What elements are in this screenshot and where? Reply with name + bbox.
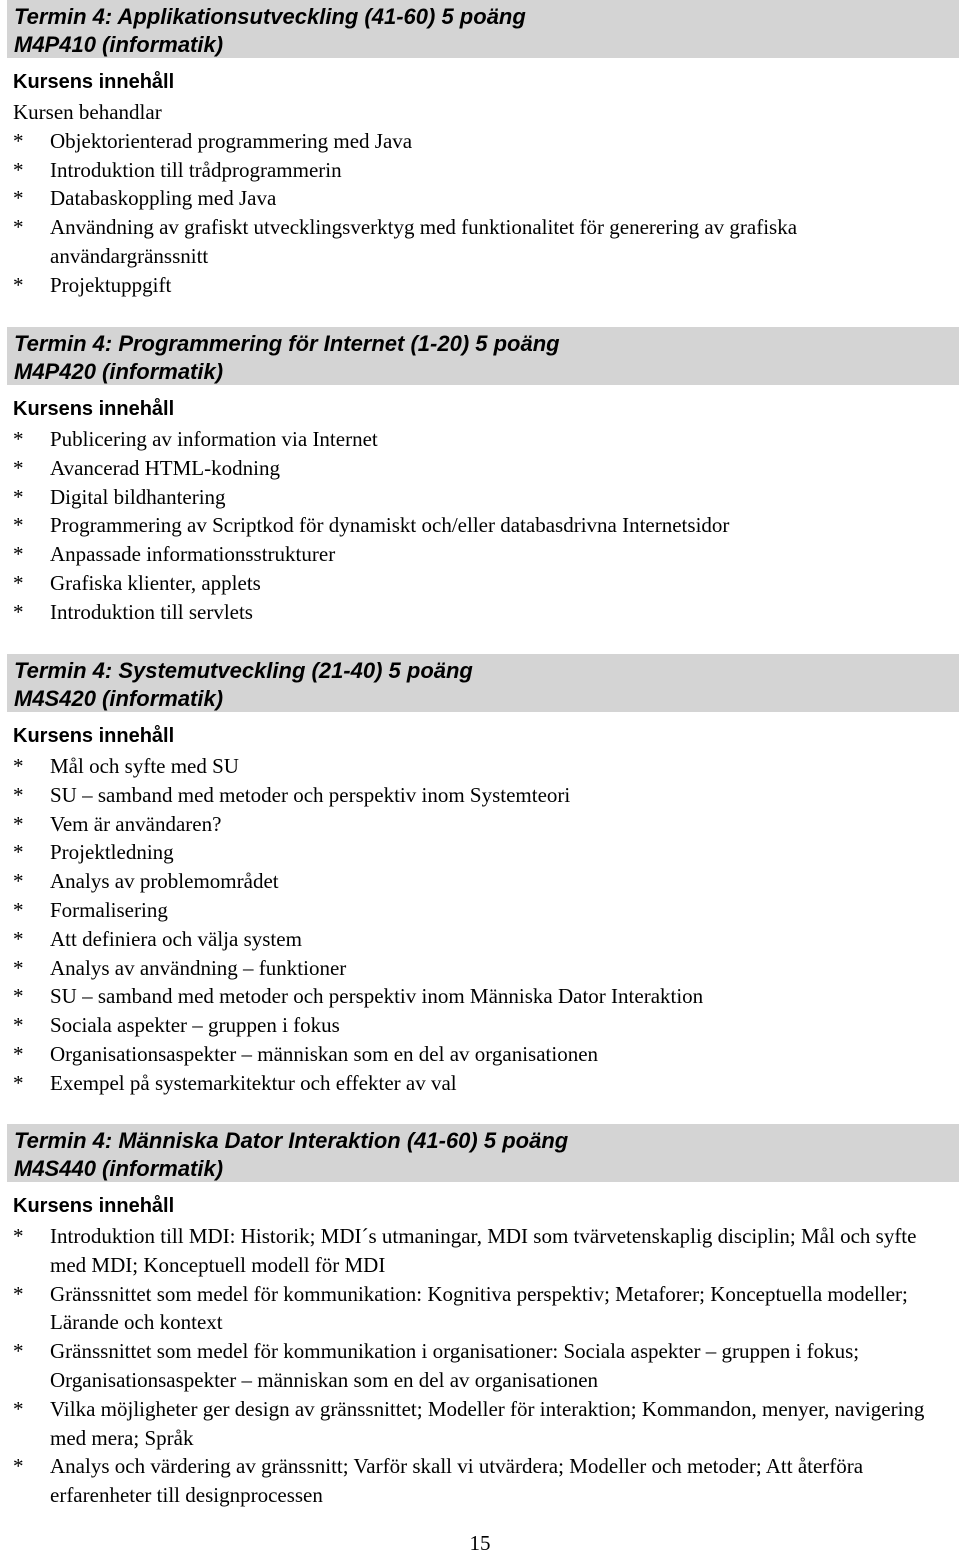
- list-item: * Organisationsaspekter – människan som en del av organisationen: [0, 1040, 960, 1069]
- bullet-marker: *: [13, 186, 24, 211]
- list-item: * Formalisering: [0, 896, 960, 925]
- bullet-marker: *: [13, 1224, 24, 1248]
- list-item: * Gränssnittet som medel för kommunikation i organisationer: Sociala aspekter – gruppen i fokus; Organisationsaspekter – människan som en del av organisationen: [13, 1339, 860, 1392]
- bullet-marker: *: [13, 128, 24, 153]
- bullet-marker: *: [13, 926, 24, 951]
- bullet-marker: *: [13, 869, 24, 894]
- content-list: [0, 425, 960, 627]
- list-item: * Analys av användning – funktioner: [0, 954, 960, 983]
- list-item: * Analys av problemområdet: [0, 867, 960, 896]
- bullet-marker: *: [13, 1070, 24, 1095]
- bullet-marker: *: [13, 955, 24, 980]
- bullet-marker: *: [13, 484, 24, 509]
- bullet-marker: *: [13, 1281, 24, 1306]
- bullet-marker: *: [13, 455, 24, 480]
- page-number: 15: [469, 1531, 491, 1555]
- bullet-marker: *: [13, 897, 24, 922]
- bullet-marker: *: [13, 1339, 24, 1364]
- course-code: M4P410 (informatik): [14, 32, 224, 57]
- list-item: * Introduktion till MDI: Historik; MDI´s utmaningar, MDI som tvärvetenskaplig disciplin; Mål och syfte med MDI; Konceptuell modell för MDI: [13, 1224, 917, 1277]
- list-item: * Sociala aspekter – gruppen i fokus: [0, 1011, 960, 1040]
- list-item: * Objektorienterad programmering med Java: [0, 127, 960, 156]
- content-list: [0, 752, 960, 1098]
- list-item: * Vem är användaren?: [0, 810, 960, 839]
- bullet-marker: *: [13, 570, 24, 595]
- list-item: * Mål och syfte med SU: [0, 752, 960, 781]
- section-title: Termin 4: Systemutveckling (21-40) 5 poäng: [14, 658, 473, 683]
- list-item: * Avancerad HTML-kodning: [0, 454, 960, 483]
- list-item: * Introduktion till servlets: [0, 598, 960, 627]
- bullet-marker: *: [13, 1454, 24, 1479]
- section-title: Termin 4: Applikationsutveckling (41-60) 5 poäng: [14, 4, 526, 29]
- content-label: Kursens innehåll: [13, 71, 175, 93]
- bullet-marker: *: [13, 984, 24, 1009]
- section-title: Termin 4: Människa Dator Interaktion (41-60) 5 poäng: [14, 1128, 569, 1153]
- list-item: * Digital bildhantering: [0, 483, 960, 512]
- bullet-marker: *: [13, 754, 24, 778]
- bullet-marker: *: [13, 542, 24, 567]
- bullet-marker: *: [13, 215, 24, 240]
- list-item: * Analys och värdering av gränssnitt; Varför skall vi utvärdera; Modeller och metoder; Att återföra erfarenheter till designprocessen: [13, 1454, 864, 1508]
- list-item: * Programmering av Scriptkod för dynamiskt och/eller databasdrivna Internetsidor: [0, 511, 960, 540]
- bullet-marker: *: [13, 599, 24, 624]
- content-list: [0, 1222, 960, 1510]
- list-item: * Databaskoppling med Java: [0, 184, 960, 213]
- bullet-marker: *: [13, 513, 24, 538]
- list-item: * Exempel på systemarkitektur och effekter av val: [0, 1069, 960, 1098]
- list-item: * Vilka möjligheter ger design av gränssnittet; Modeller för interaktion; Kommandon, menyer, navigering med mera; Språk: [13, 1396, 925, 1450]
- course-code: M4S440 (informatik): [14, 1156, 224, 1181]
- list-item: * Projektuppgift: [0, 271, 960, 300]
- intro-text: Kursen behandlar: [13, 100, 162, 124]
- content-list: [0, 98, 960, 300]
- bullet-marker: *: [13, 427, 24, 451]
- bullet-marker: *: [13, 1013, 24, 1038]
- list-item: * Gränssnittet som medel för kommunikation: Kognitiva perspektiv; Metaforer; Konceptuella modeller; Lärande och kontext: [13, 1281, 908, 1335]
- course-code: M4P420 (informatik): [14, 359, 224, 384]
- bullet-marker: *: [13, 840, 24, 865]
- list-item: * Introduktion till trådprogrammerin: [0, 156, 960, 185]
- list-item: * Grafiska klienter, applets: [0, 569, 960, 598]
- course-code: M4S420 (informatik): [14, 686, 224, 711]
- list-item: * Publicering av information via Internet: [0, 425, 960, 454]
- list-item: * Att definiera och välja system: [0, 925, 960, 954]
- bullet-marker: *: [13, 811, 24, 836]
- list-item: * Användning av grafiskt utvecklingsverktyg med funktionalitet för generering av grafiska användargränssnitt: [13, 215, 798, 268]
- list-item: * Projektledning: [0, 838, 960, 867]
- bullet-marker: *: [13, 782, 24, 807]
- list-item: * Anpassade informationsstrukturer: [0, 540, 960, 569]
- content-label: Kursens innehåll: [13, 725, 175, 747]
- content-label: Kursens innehåll: [13, 398, 175, 420]
- list-item: * SU – samband med metoder och perspektiv inom Systemteori: [0, 781, 960, 810]
- section-title: Termin 4: Programmering för Internet (1-20) 5 poäng: [14, 331, 560, 356]
- bullet-marker: *: [13, 157, 24, 182]
- bullet-marker: *: [13, 1041, 24, 1066]
- content-label: Kursens innehåll: [13, 1195, 175, 1217]
- list-item: * SU – samband med metoder och perspektiv inom Människa Dator Interaktion: [0, 982, 960, 1011]
- bullet-marker: *: [13, 1396, 24, 1421]
- bullet-marker: *: [13, 272, 24, 297]
